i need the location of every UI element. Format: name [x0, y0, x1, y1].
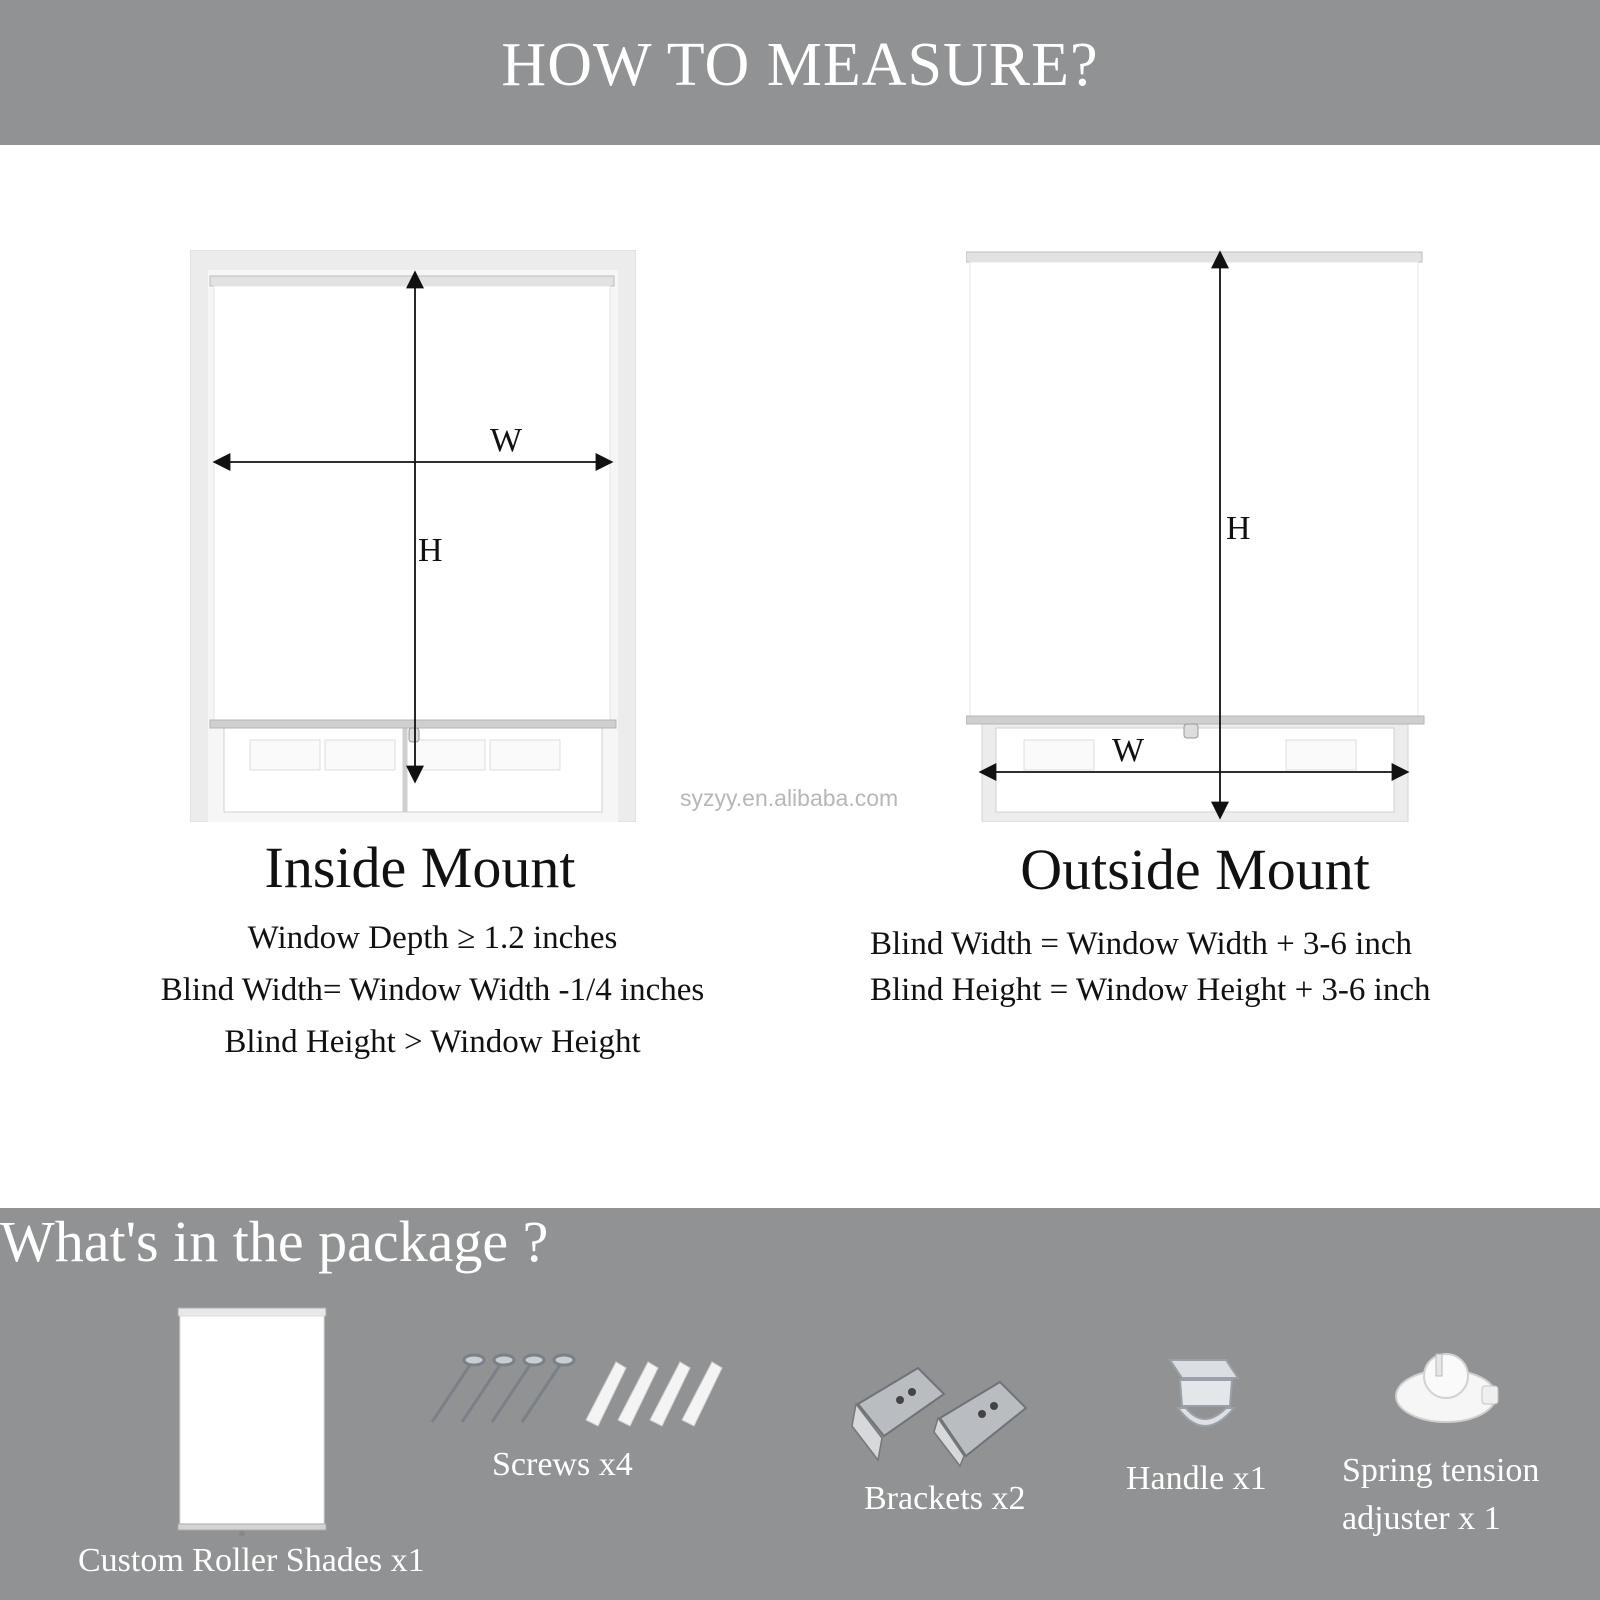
screws-image: [426, 1350, 736, 1432]
spring-adjuster-image: [1386, 1346, 1506, 1426]
package-title: What's in the package ?: [0, 1209, 549, 1274]
outside-h-label: H: [1226, 510, 1251, 547]
outside-mount-title: Outside Mount: [1020, 837, 1370, 902]
header-band: [0, 0, 1600, 145]
handle-label: Handle x1: [1126, 1460, 1267, 1497]
inside-h-label: H: [418, 532, 443, 569]
page-title: HOW TO MEASURE?: [501, 31, 1099, 99]
screws-label: Screws x4: [492, 1446, 633, 1483]
shade-label: Custom Roller Shades x1: [78, 1542, 425, 1579]
outside-line-1: Blind Width = Window Width + 3-6 inch: [870, 926, 1412, 962]
outside-mount-diagram: [966, 250, 1426, 822]
brackets-image: [848, 1364, 1048, 1470]
spring-label-line1: Spring tension: [1342, 1452, 1540, 1489]
handle-image: [1160, 1356, 1246, 1446]
inside-w-label: W: [490, 422, 523, 459]
inside-line-3: Blind Height > Window Height: [224, 1024, 641, 1060]
outside-line-2: Blind Height = Window Height + 3-6 inch: [870, 972, 1431, 1008]
roller-shade-image: [176, 1306, 328, 1536]
brackets-label: Brackets x2: [864, 1480, 1026, 1517]
inside-line-1: Window Depth ≥ 1.2 inches: [247, 920, 618, 956]
spring-label-line2: adjuster x 1: [1342, 1500, 1501, 1537]
watermark: syzyy.en.alibaba.com: [680, 785, 899, 811]
package-band: [0, 1208, 1600, 1600]
inside-line-2: Blind Width= Window Width -1/4 inches: [160, 972, 705, 1008]
outside-w-label: W: [1112, 732, 1145, 769]
inside-mount-diagram: [190, 250, 636, 822]
inside-mount-title: Inside Mount: [264, 835, 576, 900]
